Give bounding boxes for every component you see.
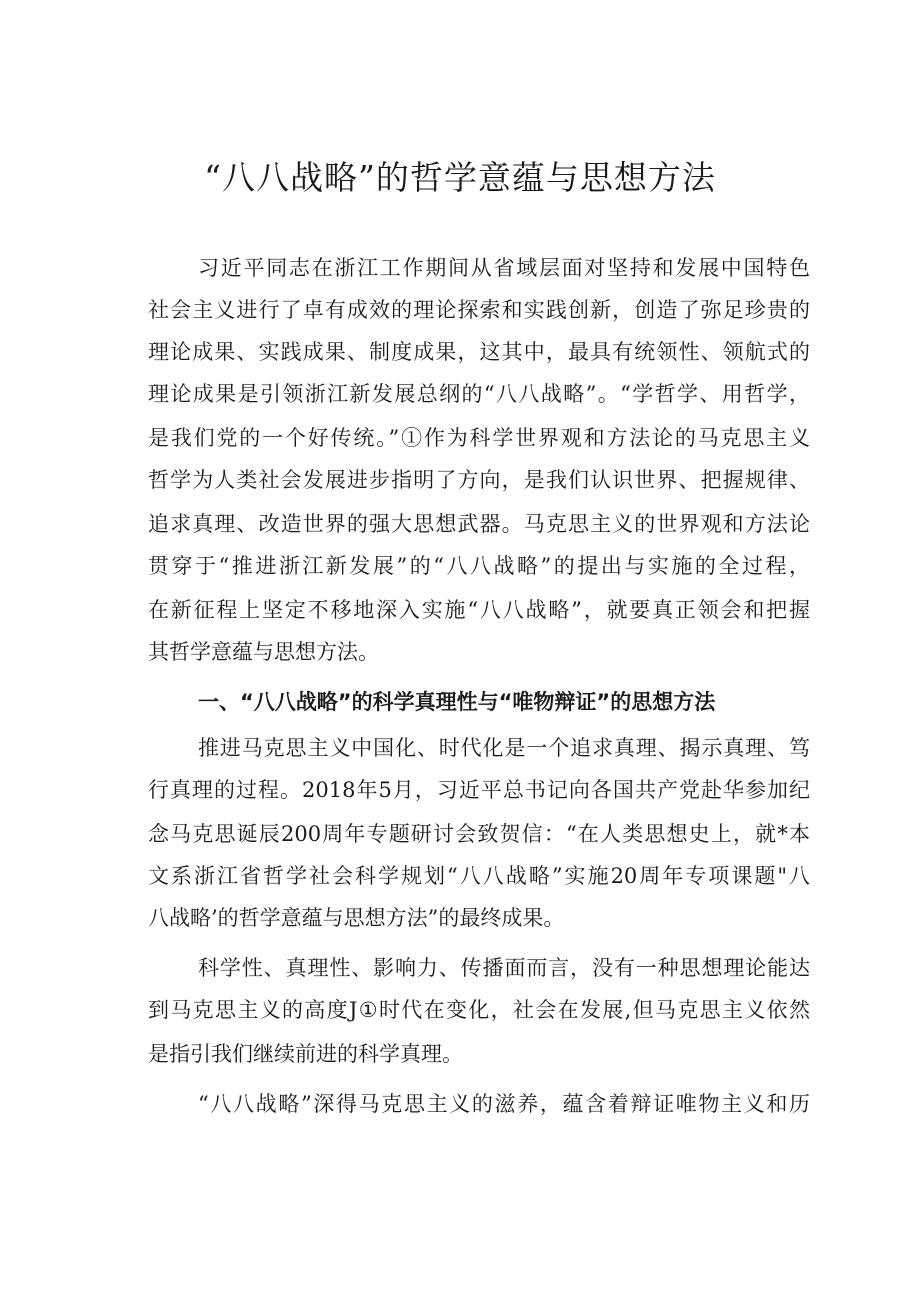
text-line: 八战略’的哲学意蕴与思想方法”的最终成果。 [148, 906, 565, 930]
text-line: 贯穿于“推进浙江新发展”的“八八战略”的提出与实施的全过程， [148, 554, 810, 578]
text-line: 行真理的过程。2018年5月，习近平总书记向各国共产党赴华参加纪 [148, 778, 810, 802]
text-line: 念马克思诞辰200周年专题研讨会致贺信：“在人类思想史上，就*本 [148, 822, 810, 846]
document-title: “八八战略”的哲学意蕴与思想方法 [204, 158, 716, 197]
text-line: “八八战略”深得马克思主义的滋养，蕴含着辩证唯物主义和历 [198, 1092, 810, 1116]
text-line: 科学性、真理性、影响力、传播面而言，没有一种思想理论能达 [198, 956, 810, 980]
text-line: 推进马克思主义中国化、时代化是一个追求真理、揭示真理、笃 [198, 736, 810, 760]
text-line: 理论成果是引领浙江新发展总纲的“八八战略”。“学哲学、用哲学， [148, 382, 810, 406]
text-line: 到马克思主义的高度J①时代在变化，社会在发展,但马克思主义依然 [148, 998, 810, 1022]
text-line: 是我们党的一个好传统。”①作为科学世界观和方法论的马克思主义 [148, 426, 810, 450]
text-line: 哲学为人类社会发展进步指明了方向，是我们认识世界、把握规律、 [148, 468, 810, 492]
text-line: 在新征程上坚定不移地深入实施“八八战略”，就要真正领会和把握 [148, 598, 810, 622]
text-line: 文系浙江省哲学社会科学规划“八八战略”实施20周年专项课题"八 [148, 864, 810, 888]
text-line: 习近平同志在浙江工作期间从省域层面对坚持和发展中国特色 [198, 256, 810, 280]
text-line: 社会主义进行了卓有成效的理论探索和实践创新，创造了弥足珍贵的 [148, 298, 810, 322]
text-line: 其哲学意蕴与思想方法。 [148, 640, 379, 664]
section-heading: 一、“八八战略”的科学真理性与“唯物辩证”的思想方法 [198, 690, 716, 714]
text-line: 追求真理、改造世界的强大思想武器。马克思主义的世界观和方法论 [148, 512, 810, 536]
text-line: 理论成果、实践成果、制度成果，这其中，最具有统领性、领航式的 [148, 340, 810, 364]
text-line: 是指引我们继续前进的科学真理。 [148, 1042, 463, 1066]
